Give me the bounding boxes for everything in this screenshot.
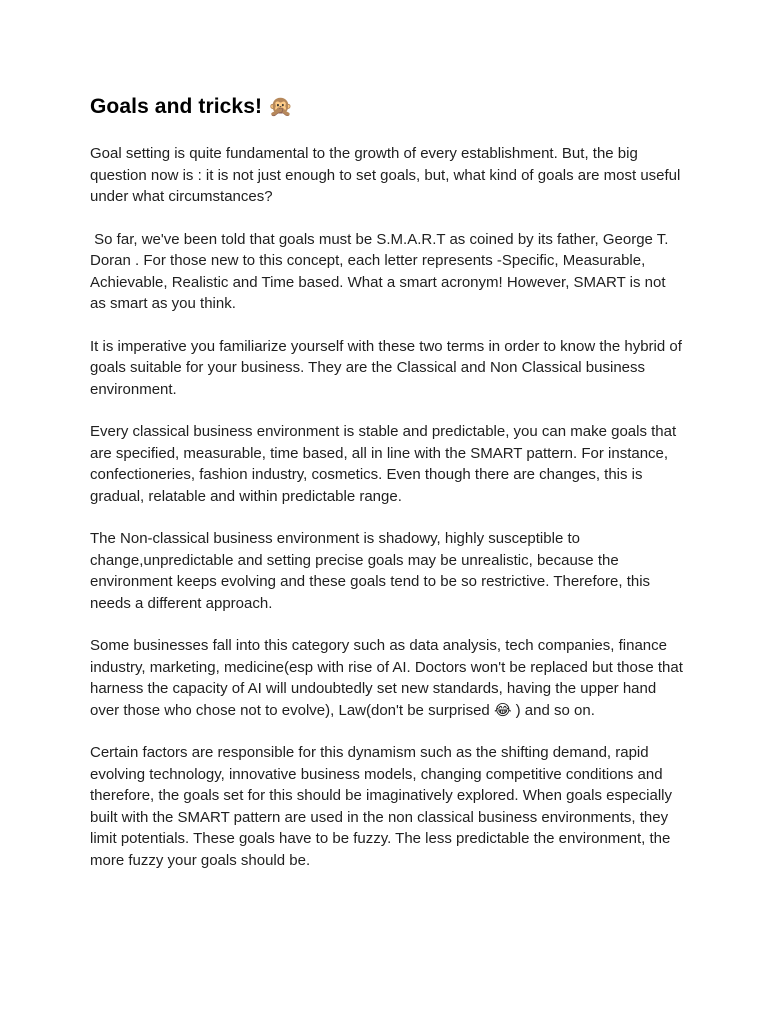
paragraph-6 — [90, 635, 684, 721]
paragraph-3: It is imperative you familiarize yourself with these two terms in order to know the hybrid of goals suitable for your business. They are the Classical and Non Classical business environment. — [90, 337, 682, 398]
laughing-face-icon: 😂 — [493, 700, 512, 719]
speak-no-evil-monkey-icon: 🙊 — [268, 94, 294, 118]
paragraph-5: The Non-classical business environment is shadowy, highly susceptible to change,unpredictable and setting precise goals may be unrealistic, because the environment keeps evolving and these goals tend to be so restrictive. Therefore, this needs a different approach. — [90, 530, 651, 612]
paragraph-2: So far, we've been told that goals must be S.M.A.R.T as coined by its father, George T. Doran . For those new to this concept, each letter represents -Specific, Measurable, Achievable, Realistic and Time based. What a smart acronym! However, SMART is not as smart as you think. — [90, 230, 673, 312]
paragraph-1: Goal setting is quite fundamental to the growth of every establishment. But, the big question now is : it is not just enough to set goals, but, what kind of goals are most useful under what circumstances? — [90, 145, 681, 205]
paragraph-7: Certain factors are responsible for this dynamism such as the shifting demand, rapid evolving technology, innovative business models, changing competitive conditions and therefore, the goals set for this should be imaginatively explored. When goals especially built with the SMART pattern are used in the non classical business environments, they limit potentials. These goals have to be fuzzy. The less predictable the environment, the more fuzzy your goals should be. — [90, 744, 672, 869]
paragraph-6-text-start: Some businesses fall into this category such as data analysis, tech companies, finance industry, marketing, medicine(esp with rise of AI. Doctors won't be replaced but those that harness the capacity of AI will undoubtedly set new standards, having the upper hand over those who chose not to evolve), Law(don't be surprised — [90, 637, 683, 719]
document-title — [90, 92, 684, 121]
document-page — [90, 92, 684, 892]
paragraph-4: Every classical business environment is stable and predictable, you can make goals that are specified, measurable, time based, all in line with the SMART pattern. For instance, confectioneries, fashion industry, cosmetics. Even though there are changes, this is gradual, relatable and within predictable range. — [90, 423, 677, 505]
document-title-text: Goals and tricks! — [90, 95, 263, 118]
paragraph-6-text-end: ) and so on. — [511, 701, 595, 719]
